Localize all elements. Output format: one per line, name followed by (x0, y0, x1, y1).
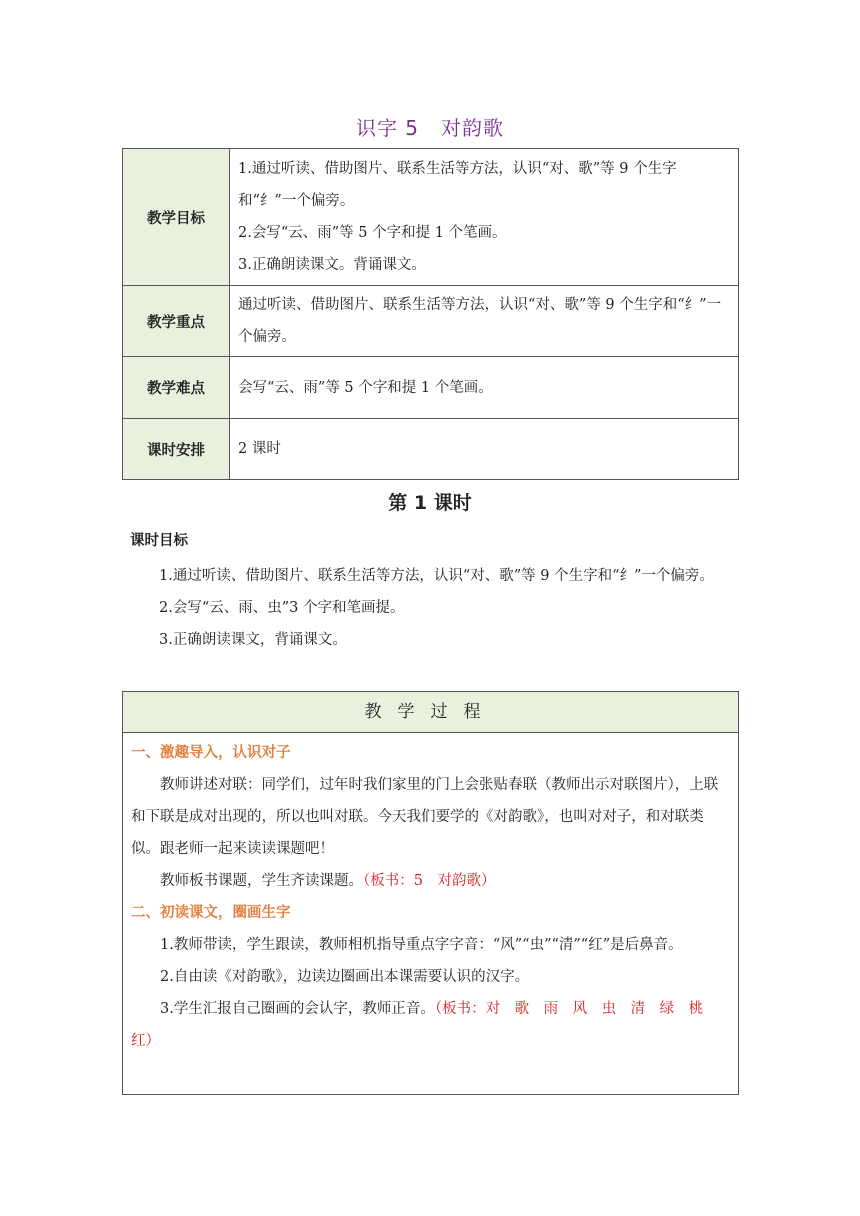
row-label: 课时安排 (123, 419, 230, 480)
goal-item: 3.正确朗读课文，背诵课文。 (159, 632, 347, 648)
section-title: 一、激趣导入，认识对子 (131, 745, 291, 761)
page-title (0, 112, 860, 141)
row-label: 教学重点 (123, 286, 230, 357)
row-label: 教学难点 (123, 357, 230, 419)
paragraph: 2.自由读《对韵歌》，边读边圈画出本课需要认识的汉字。 (160, 969, 530, 985)
row-value (230, 357, 739, 419)
paragraph: 教师讲述对联：同学们，过年时我们家里的门上会张贴春联（教师出示对联图片），上联和下联是成对出现的，所以也叫对联。今天我们要学的《对韵歌》，也叫对对子，和对联类似。跟老师一起来读读课题吧！ (131, 777, 719, 857)
section-title: 二、初读课文，圈画生字 (131, 905, 291, 921)
goals-list (130, 560, 736, 656)
paragraph (131, 865, 730, 897)
value-line: 会写“云、雨”等 5 个字和提 1 个笔画。 (238, 379, 493, 396)
row-value (230, 419, 739, 480)
process-table (122, 691, 739, 1095)
value-line: 3.正确朗读课文。背诵课文。 (238, 257, 426, 273)
row-value (230, 286, 739, 357)
info-table (122, 148, 739, 480)
table-row (123, 357, 739, 419)
goals-heading: 课时目标 (130, 533, 188, 549)
lesson-title: 第 1 课时 (388, 492, 472, 514)
paragraph (131, 993, 730, 1057)
value-line: 通过听读、借助图片、联系生活等方法，认识“对、歌”等 9 个生字和“纟”一个偏旁。 (238, 297, 722, 345)
value-line: 2.会写“云、雨”等 5 个字和提 1 个笔画。 (238, 225, 507, 241)
board-note: （板书：5 对韵歌） (363, 873, 496, 889)
row-value (230, 149, 739, 286)
row-label: 教学目标 (123, 149, 230, 286)
paragraph-text: 3.学生汇报自己圈画的会认字，教师正音。 (160, 1001, 435, 1017)
table-row (123, 286, 739, 357)
table-row (123, 419, 739, 480)
title-prefix: 识字 5 (355, 116, 420, 140)
process-body (123, 733, 738, 1057)
table-row (123, 149, 739, 286)
goal-item: 1.通过听读、借助图片、联系生活等方法，认识“对、歌”等 9 个生字和“纟”一个偏旁。 (159, 568, 714, 584)
value-line: 2 课时 (238, 441, 281, 457)
title-name: 对韵歌 (441, 116, 505, 140)
goal-item: 2.会写“云、雨、虫”3 个字和笔画提。 (159, 600, 405, 616)
paragraph-text: 教师板书课题，学生齐读课题。 (160, 873, 363, 889)
paragraph: 1.教师带读，学生跟读，教师相机指导重点字字音：“风”“虫”“清”“红”是后鼻音。 (160, 937, 683, 953)
process-heading: 教学过程 (123, 692, 738, 733)
board-note: （板书：对 歌 雨 风 虫 清 绿 桃 红） (131, 1001, 718, 1049)
value-line: 1.通过听读、借助图片、联系生活等方法，认识“对、歌”等 9 个生字和“纟”一个偏旁。 (238, 161, 677, 209)
